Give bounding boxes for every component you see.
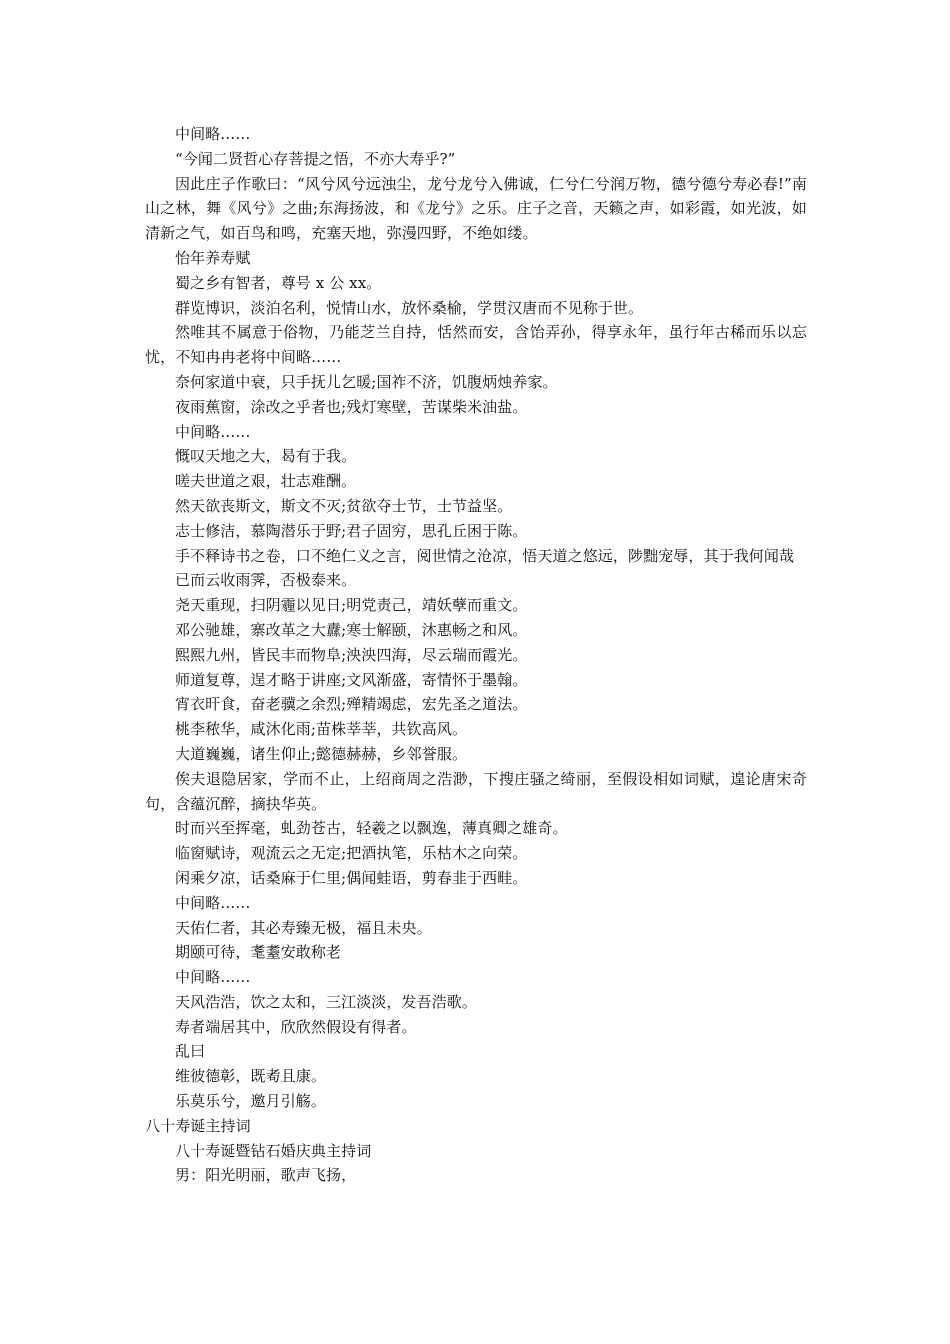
paragraph: “今闻二贤哲心存菩提之悟，不亦大寿乎?” [175, 149, 456, 168]
paragraph: 因此庄子作歌曰：“风兮风兮远浊尘，龙兮龙兮入佛诚，仁兮仁兮润万物，德兮德兮寿必春!”南山之林，舞《风兮》之曲;东海扬波，和《龙兮》之乐。庄子之音，天籁之声，如彩霞，如光波，如清新之气，如百鸟和鸣，充塞天地，弥漫四野，不绝如缕。 [145, 174, 807, 243]
paragraph: 中间略…… [175, 893, 251, 912]
paragraph: 临窗赋诗，观流云之无定;把酒执笔，乐枯木之向荣。 [175, 844, 528, 863]
document-body [145, 122, 807, 1188]
section-heading: 怡年养寿赋 [175, 248, 251, 267]
paragraph: 乱曰 [175, 1042, 206, 1061]
paragraph: 八十寿诞暨钻石婚庆典主持词 [175, 1141, 372, 1160]
paragraph: 乐莫乐兮，邀月引觞。 [175, 1092, 327, 1111]
paragraph: 师道复尊，逞才略于讲座;文风渐盛，寄情怀于墨翰。 [175, 670, 528, 689]
paragraph: 桃李秾华，咸沐化雨;苗株莘莘，共钦高风。 [175, 720, 468, 739]
paragraph: 天风浩浩，饮之太和，三江淡淡，发吾浩歌。 [175, 992, 478, 1011]
paragraph: 然天欲丧斯文，斯文不灭;贫欲夺士节，士节益坚。 [175, 496, 513, 515]
paragraph: 手不释诗书之卷，口不绝仁义之言，阅世情之沧凉，悟天道之悠远，陟黜宠辱，其于我何闻哉 [175, 546, 795, 565]
paragraph: 中间略…… [175, 125, 251, 143]
paragraph: 嗟夫世道之艰，壮志难酬。 [175, 472, 357, 491]
paragraph: 维彼德彰，既耇且康。 [175, 1067, 327, 1086]
paragraph: 尧天重现，扫阴霾以见日;明党责己，靖妖孽而重文。 [175, 596, 528, 615]
paragraph: 夜雨蕉窗，涂改之乎者也;残灯寒壁，苦谋柴米油盐。 [175, 397, 528, 416]
paragraph: 宵衣旰食，奋老骥之余烈;殚精竭虑，宏先圣之道法。 [175, 695, 528, 714]
section-heading: 八十寿诞主持词 [145, 1116, 251, 1135]
paragraph: 寿者端居其中，欣欣然假设有得者。 [175, 1017, 417, 1036]
paragraph: 蜀之乡有智者，尊号 x 公 xx。 [175, 273, 382, 292]
paragraph: 中间略…… [175, 968, 251, 987]
paragraph: 闲乘夕凉，话桑麻于仁里;偶闻蛙语，剪春韭于西畦。 [175, 868, 528, 887]
paragraph: 时而兴至挥毫，虬劲苍古，轻羲之以飘逸，薄真卿之雄奇。 [175, 819, 568, 838]
paragraph: 熙熙九州，皆民丰而物阜;泱泱四海，尽云瑞而霞光。 [175, 645, 528, 664]
paragraph: 俟夫退隐居家，学而不止，上绍商周之浩渺，下搜庄骚之绮丽，至假设相如词赋，遑论唐宋奇句，含蕴沉醉，摘抉华英。 [145, 769, 807, 813]
paragraph: 奈何家道中衰，只手抚儿乞暖;国祚不济，饥腹炳烛养家。 [175, 372, 558, 391]
paragraph: 男：阳光明丽，歌声飞扬， [175, 1166, 357, 1185]
paragraph: 志士修洁，慕陶潜乐于野;君子固穷，思孔丘困于陈。 [175, 521, 528, 540]
paragraph: 群览博识，淡泊名利，悦情山水，放怀桑榆，学贯汉唐而不见称于世。 [175, 298, 644, 317]
paragraph: 期颐可待，耄耋安敢称老 [175, 943, 342, 962]
paragraph: 慨叹天地之大，曷有于我。 [175, 447, 357, 466]
paragraph: 天佑仁者，其必寿臻无极，福且未央。 [175, 918, 432, 937]
paragraph: 然唯其不属意于俗物，乃能芝兰自持，恬然而安，含饴弄孙，得享永年，虽行年古稀而乐以忘忧，不知冉冉老将中间略…… [145, 323, 807, 367]
paragraph: 邓公驰雄，寨改革之大纛;寒士解颐，沐惠畅之和风。 [175, 620, 528, 639]
paragraph: 已而云收雨霁，否极泰来。 [175, 571, 357, 590]
paragraph: 大道巍巍，诸生仰止;懿德赫赫，乡邻誉服。 [175, 744, 468, 763]
paragraph: 中间略…… [175, 422, 251, 441]
